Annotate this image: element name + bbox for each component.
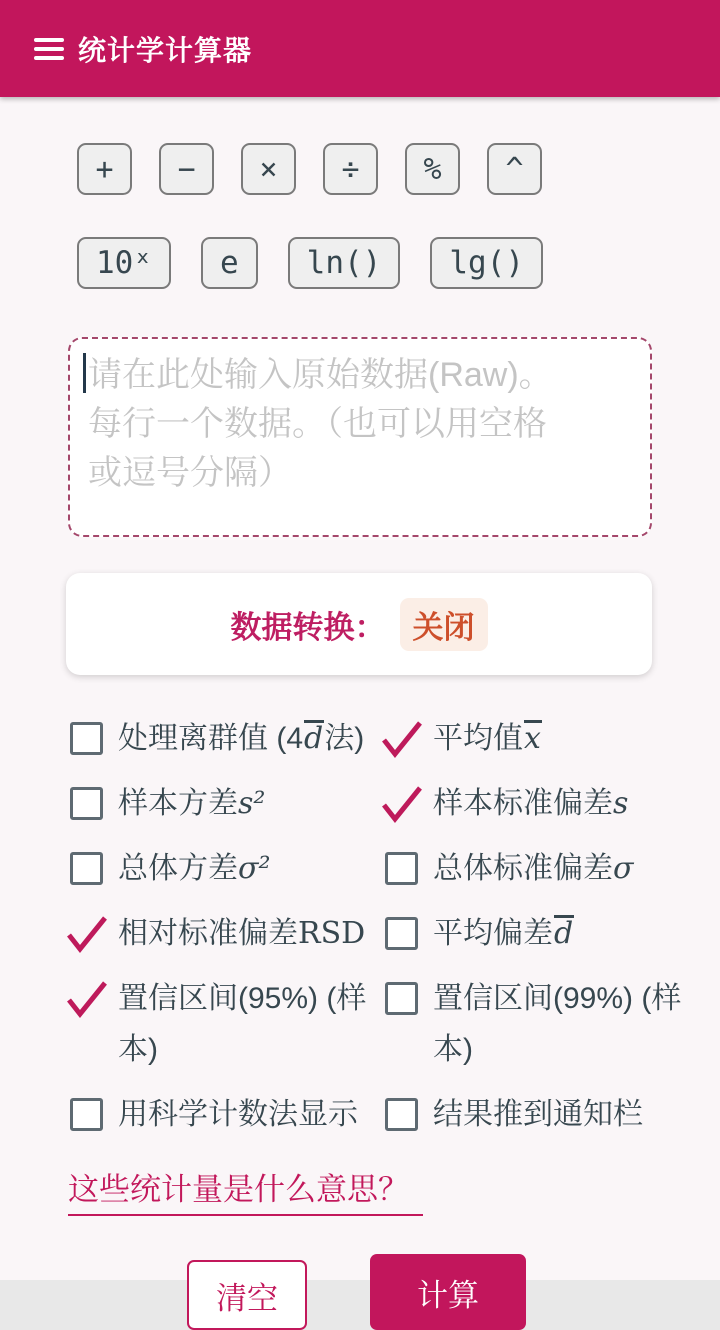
option-label: 相对标准偏差RSD bbox=[118, 916, 366, 951]
checkmark-icon[interactable] bbox=[385, 713, 423, 759]
option-label: 平均偏差d bbox=[433, 908, 574, 959]
app-title: 统计学计算器 bbox=[78, 34, 253, 66]
data-conversion-value-badge[interactable]: 关闭 bbox=[400, 598, 488, 651]
option-label: 总体方差σ² bbox=[118, 851, 271, 886]
data-conversion-label: 数据转换： bbox=[230, 609, 386, 645]
operator-power-button[interactable]: ^ bbox=[487, 143, 542, 195]
checkmark-icon[interactable] bbox=[70, 973, 108, 1019]
checkbox-unchecked-icon[interactable] bbox=[70, 1089, 108, 1131]
operator-divide-button[interactable]: ÷ bbox=[323, 143, 378, 195]
function-e-button[interactable]: e bbox=[201, 237, 258, 289]
function-ln-button[interactable]: ln() bbox=[288, 237, 401, 289]
hamburger-menu-icon[interactable] bbox=[34, 38, 64, 60]
checkbox-unchecked-icon[interactable] bbox=[70, 843, 108, 885]
option-scientific-notation[interactable] bbox=[70, 1089, 385, 1140]
operator-plus-button[interactable]: + bbox=[77, 143, 132, 195]
option-ci-99[interactable] bbox=[385, 973, 710, 1075]
option-label: 平均值x bbox=[433, 713, 542, 764]
checkmark-icon[interactable] bbox=[385, 778, 423, 824]
option-label: 用科学计数法显示 bbox=[118, 1098, 358, 1131]
calculate-button[interactable]: 计算 bbox=[370, 1254, 526, 1330]
option-rsd[interactable] bbox=[70, 908, 385, 959]
operator-multiply-button[interactable]: × bbox=[241, 143, 296, 195]
option-label: 样本标准偏差s bbox=[433, 786, 629, 821]
function-ten-power-x-button[interactable]: 10ˣ bbox=[77, 237, 171, 289]
option-label: 总体标准偏差σ bbox=[433, 851, 634, 886]
raw-data-input-wrap bbox=[68, 337, 652, 537]
option-outlier-4d[interactable] bbox=[70, 713, 385, 764]
option-mean-deviation[interactable] bbox=[385, 908, 710, 959]
checkbox-unchecked-icon[interactable] bbox=[385, 908, 423, 950]
clear-button[interactable]: 清空 bbox=[187, 1260, 307, 1330]
option-label: 置信区间(95%) (样本) bbox=[118, 982, 367, 1066]
checkmark-icon[interactable] bbox=[70, 908, 108, 954]
option-sample-stddev[interactable] bbox=[385, 778, 710, 829]
text-cursor bbox=[83, 353, 86, 393]
function-button-row bbox=[77, 237, 720, 289]
option-label: 样本方差s² bbox=[118, 786, 266, 821]
operator-button-row bbox=[77, 143, 720, 195]
operator-minus-button[interactable]: − bbox=[159, 143, 214, 195]
checkbox-unchecked-icon[interactable] bbox=[385, 973, 423, 1015]
action-button-row bbox=[187, 1254, 720, 1330]
option-population-variance[interactable] bbox=[70, 843, 385, 894]
operator-percent-button[interactable]: % bbox=[405, 143, 460, 195]
option-mean[interactable] bbox=[385, 713, 710, 764]
raw-data-input[interactable] bbox=[68, 337, 652, 537]
option-label: 处理离群值 (4d法) bbox=[118, 713, 364, 764]
option-push-notification[interactable] bbox=[385, 1089, 710, 1140]
option-label: 置信区间(99%) (样本) bbox=[433, 982, 682, 1066]
checkbox-unchecked-icon[interactable] bbox=[70, 778, 108, 820]
statistics-options-grid bbox=[70, 713, 710, 1140]
option-sample-variance[interactable] bbox=[70, 778, 385, 829]
option-label: 结果推到通知栏 bbox=[433, 1098, 643, 1131]
checkbox-unchecked-icon[interactable] bbox=[70, 713, 108, 755]
app-bar bbox=[0, 0, 720, 97]
data-conversion-toggle[interactable] bbox=[66, 573, 652, 675]
checkbox-unchecked-icon[interactable] bbox=[385, 1089, 423, 1131]
checkbox-unchecked-icon[interactable] bbox=[385, 843, 423, 885]
option-population-stddev[interactable] bbox=[385, 843, 710, 894]
function-lg-button[interactable]: lg() bbox=[430, 237, 543, 289]
statistics-help-link[interactable]: 这些统计量是什么意思？ bbox=[68, 1164, 423, 1216]
option-ci-95[interactable] bbox=[70, 973, 385, 1075]
